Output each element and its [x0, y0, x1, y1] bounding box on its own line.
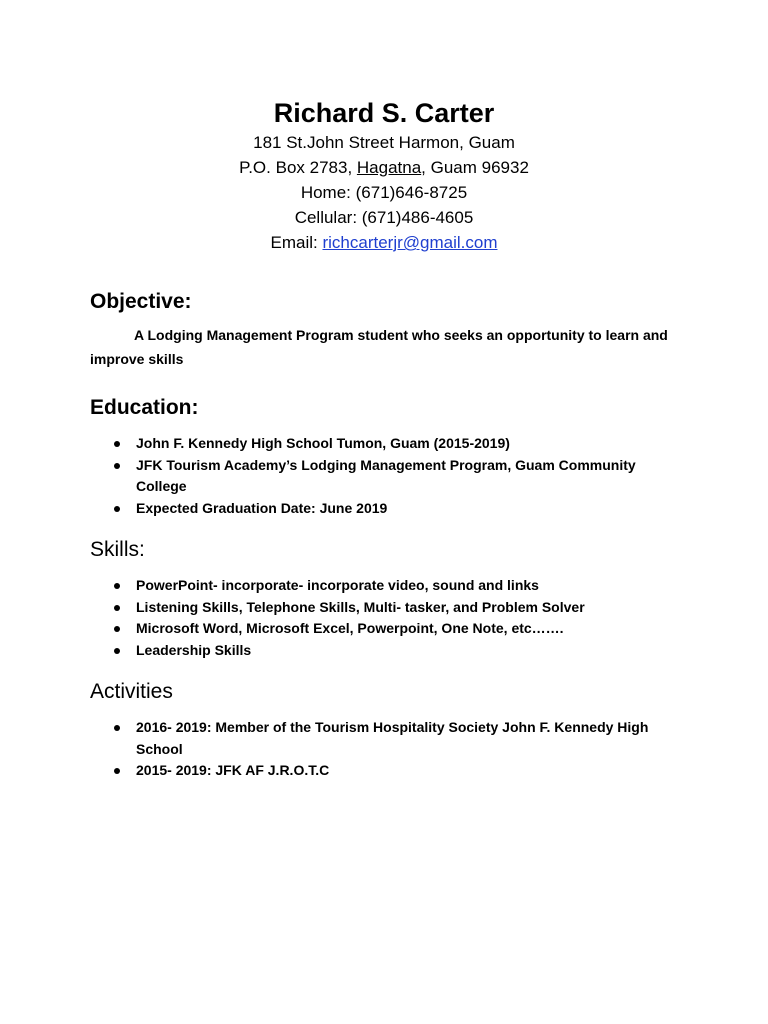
- address-line-2-prefix: P.O. Box 2783,: [239, 158, 357, 177]
- bullet-icon: [114, 626, 120, 632]
- activity-item: 2015- 2019: JFK AF J.R.O.T.C: [136, 762, 330, 778]
- skill-item: Listening Skills, Telephone Skills, Multi- tasker, and Problem Solver: [136, 598, 585, 615]
- skill-item: Microsoft Word, Microsoft Excel, Powerpoint, One Note, etc…….: [136, 620, 564, 636]
- address-line-1: 181 St.John Street Harmon, Guam: [253, 133, 515, 152]
- bullet-icon: [114, 441, 120, 447]
- education-item: JFK Tourism Academy’s Lodging Management Program, Guam Community College: [136, 456, 636, 494]
- list-item: [90, 455, 690, 498]
- education-heading: Education:: [90, 396, 199, 419]
- skills-list: [90, 575, 690, 661]
- activities-heading: Activities: [90, 680, 173, 703]
- list-item: [90, 760, 690, 782]
- list-item: [90, 640, 690, 662]
- education-item: John F. Kennedy High School Tumon, Guam (2015-2019): [136, 435, 510, 451]
- activity-item: 2016- 2019: Member of the Tourism Hospitality Society John F. Kennedy High School: [136, 719, 649, 757]
- email-line: [0, 230, 768, 255]
- cell-phone: Cellular: (671)486-4605: [294, 208, 474, 227]
- skill-item: PowerPoint- incorporate- incorporate video, sound and links: [136, 577, 539, 593]
- bullet-icon: [114, 506, 120, 512]
- applicant-name: Richard S. Carter: [273, 98, 495, 128]
- email-link[interactable]: richcarterjr@gmail.com: [322, 233, 498, 252]
- list-item: [90, 433, 690, 455]
- address-city: Hagatna: [356, 158, 422, 177]
- email-label: Email:: [270, 233, 323, 252]
- skill-item: Leadership Skills: [136, 641, 252, 658]
- bullet-icon: [114, 768, 120, 774]
- skills-heading: Skills:: [90, 538, 145, 561]
- list-item: [90, 717, 690, 760]
- resume-header: [0, 96, 768, 255]
- education-section: [90, 395, 690, 519]
- objective-section: [90, 289, 690, 371]
- bullet-icon: [114, 463, 120, 469]
- objective-text: A Lodging Management Program student who seeks an opportunity to learn and improve skills: [90, 327, 668, 367]
- skills-section: [90, 537, 690, 661]
- list-item: [90, 618, 690, 640]
- objective-heading: Objective:: [90, 290, 192, 313]
- education-list: [90, 433, 690, 519]
- bullet-icon: [114, 725, 120, 731]
- activities-section: [90, 679, 690, 782]
- education-item: Expected Graduation Date: June 2019: [136, 499, 388, 516]
- address-line-2-suffix: , Guam 96932: [421, 158, 529, 177]
- list-item: [90, 575, 690, 597]
- bullet-icon: [114, 605, 120, 611]
- bullet-icon: [114, 648, 120, 654]
- home-phone: Home: (671)646-8725: [300, 183, 468, 202]
- list-item: [90, 498, 690, 520]
- activities-list: [90, 717, 690, 782]
- bullet-icon: [114, 583, 120, 589]
- list-item: [90, 597, 690, 619]
- address-line-2: [0, 155, 768, 180]
